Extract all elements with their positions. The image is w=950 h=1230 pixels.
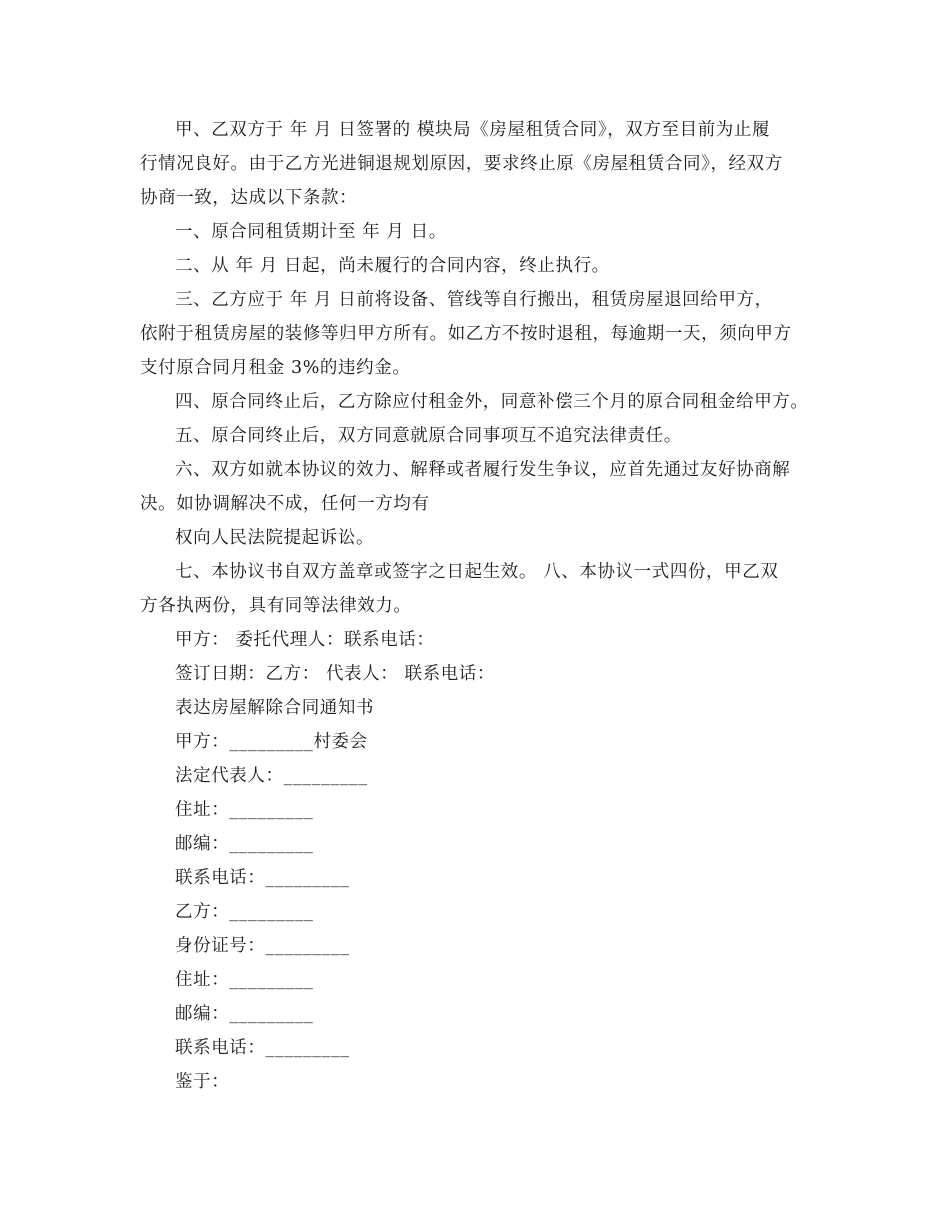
id-number-field: 身份证号：_________ <box>175 936 350 956</box>
address-field: 住址：_________ <box>175 800 314 820</box>
clause-three: 三、乙方应于 年 月 日前将设备、管线等自行搬出，租赁房屋退回给甲方， <box>175 290 773 310</box>
notice-title: 表达房屋解除合同通知书 <box>175 698 375 718</box>
paragraph-line: 行情况良好。由于乙方光进铜退规划原因，要求终止原《房屋租赁合同》，经双方 <box>140 154 783 174</box>
party-a-field: 甲方：_________村委会 <box>175 732 368 752</box>
clause-one: 一、原合同租赁期计至 年 月 日。 <box>175 222 447 242</box>
paragraph-line: 甲、乙双方于 年 月 日签署的 模块局《房屋租赁合同》，双方至目前为止履 <box>175 120 771 140</box>
postcode-field: 邮编：_________ <box>175 834 314 854</box>
clause-four: 四、原合同终止后，乙方除应付租金外，同意补偿三个月的原合同租金给甲方。 <box>175 392 809 412</box>
paragraph-line: 依附于租赁房屋的装修等归甲方所有。如乙方不按时退租，每逾期一天，须向甲方 <box>140 324 792 344</box>
paragraph-line: 支付原合同月租金 3%的违约金。 <box>140 358 411 378</box>
clause-five: 五、原合同终止后，双方同意就原合同事项互不追究法律责任。 <box>175 426 682 446</box>
phone-field: 联系电话：_________ <box>175 1038 350 1058</box>
party-a-signature-line: 甲方： 委托代理人：联系电话： <box>175 630 435 650</box>
legal-representative-field: 法定代表人：_________ <box>175 766 368 786</box>
postcode-field: 邮编：_________ <box>175 1004 314 1024</box>
clause-six: 六、双方如就本协议的效力、解释或者履行发生争议，应首先通过友好协商解 <box>175 460 791 480</box>
paragraph-line: 协商一致，达成以下条款： <box>140 188 358 208</box>
paragraph-line: 方各执两份，具有同等法律效力。 <box>140 596 412 616</box>
clause-two: 二、从 年 月 日起，尚未履行的合同内容，终止执行。 <box>175 256 610 276</box>
phone-field: 联系电话：_________ <box>175 868 350 888</box>
address-field: 住址：_________ <box>175 970 314 990</box>
document-body <box>140 113 820 1099</box>
party-b-signature-line: 签订日期：乙方： 代表人： 联系电话： <box>175 664 496 684</box>
paragraph-line: 权向人民法院提起诉讼。 <box>175 528 375 548</box>
clause-seven-eight: 七、本协议书自双方盖章或签字之日起生效。 八、本协议一式四份，甲乙双 <box>175 562 779 582</box>
paragraph-line: 决。如协调解决不成，任何一方均有 <box>140 494 430 514</box>
whereas-line: 鉴于： <box>175 1072 230 1092</box>
party-b-field: 乙方：_________ <box>175 902 314 922</box>
